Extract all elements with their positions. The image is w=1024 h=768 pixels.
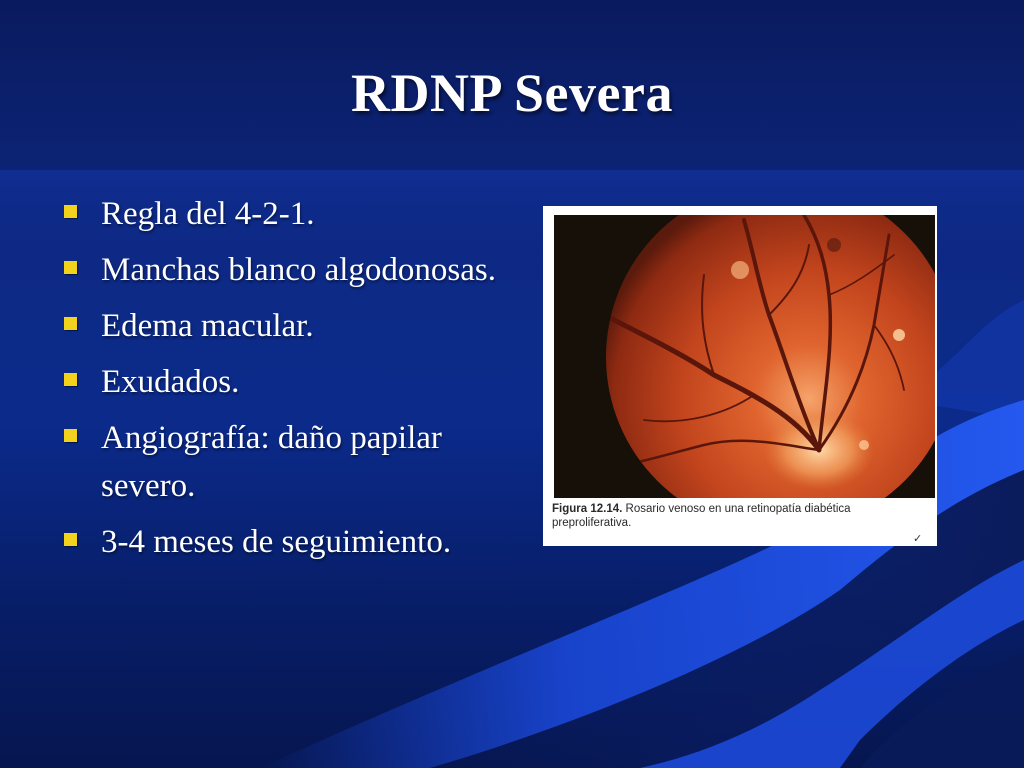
bullet-square-icon [64, 205, 77, 218]
bullet-item [60, 414, 510, 510]
bullet-square-icon [64, 317, 77, 330]
bullet-text: 3-4 meses de seguimiento. [101, 524, 452, 560]
bullet-square-icon [64, 429, 77, 442]
figure [543, 206, 937, 546]
figure-caption [552, 502, 927, 530]
bullet-item [60, 358, 510, 406]
bullet-text: Regla del 4-2-1. [101, 196, 315, 232]
bullet-item [60, 246, 510, 294]
bullet-square-icon [64, 373, 77, 386]
slide-title: RDNP Severa [351, 63, 673, 123]
caption-text: Rosario venoso en una retinopatía diabética preproliferativa. [552, 503, 851, 529]
bullet-square-icon [64, 533, 77, 546]
bullet-item [60, 190, 510, 238]
bullet-text: Angiografía: daño papilar severo. [101, 420, 442, 504]
bullet-square-icon [64, 261, 77, 274]
bullet-item [60, 518, 510, 566]
bullet-item [60, 302, 510, 350]
fundus-image [554, 215, 935, 498]
bullet-text: Exudados. [101, 364, 240, 400]
bullet-text: Manchas blanco algodonosas. [101, 252, 496, 288]
bullet-list [60, 190, 510, 574]
check-mark-icon: ✓ [913, 533, 923, 545]
fundus-photo [554, 215, 935, 498]
bullet-text: Edema macular. [101, 308, 314, 344]
caption-label: Figura 12.14. [552, 503, 623, 515]
